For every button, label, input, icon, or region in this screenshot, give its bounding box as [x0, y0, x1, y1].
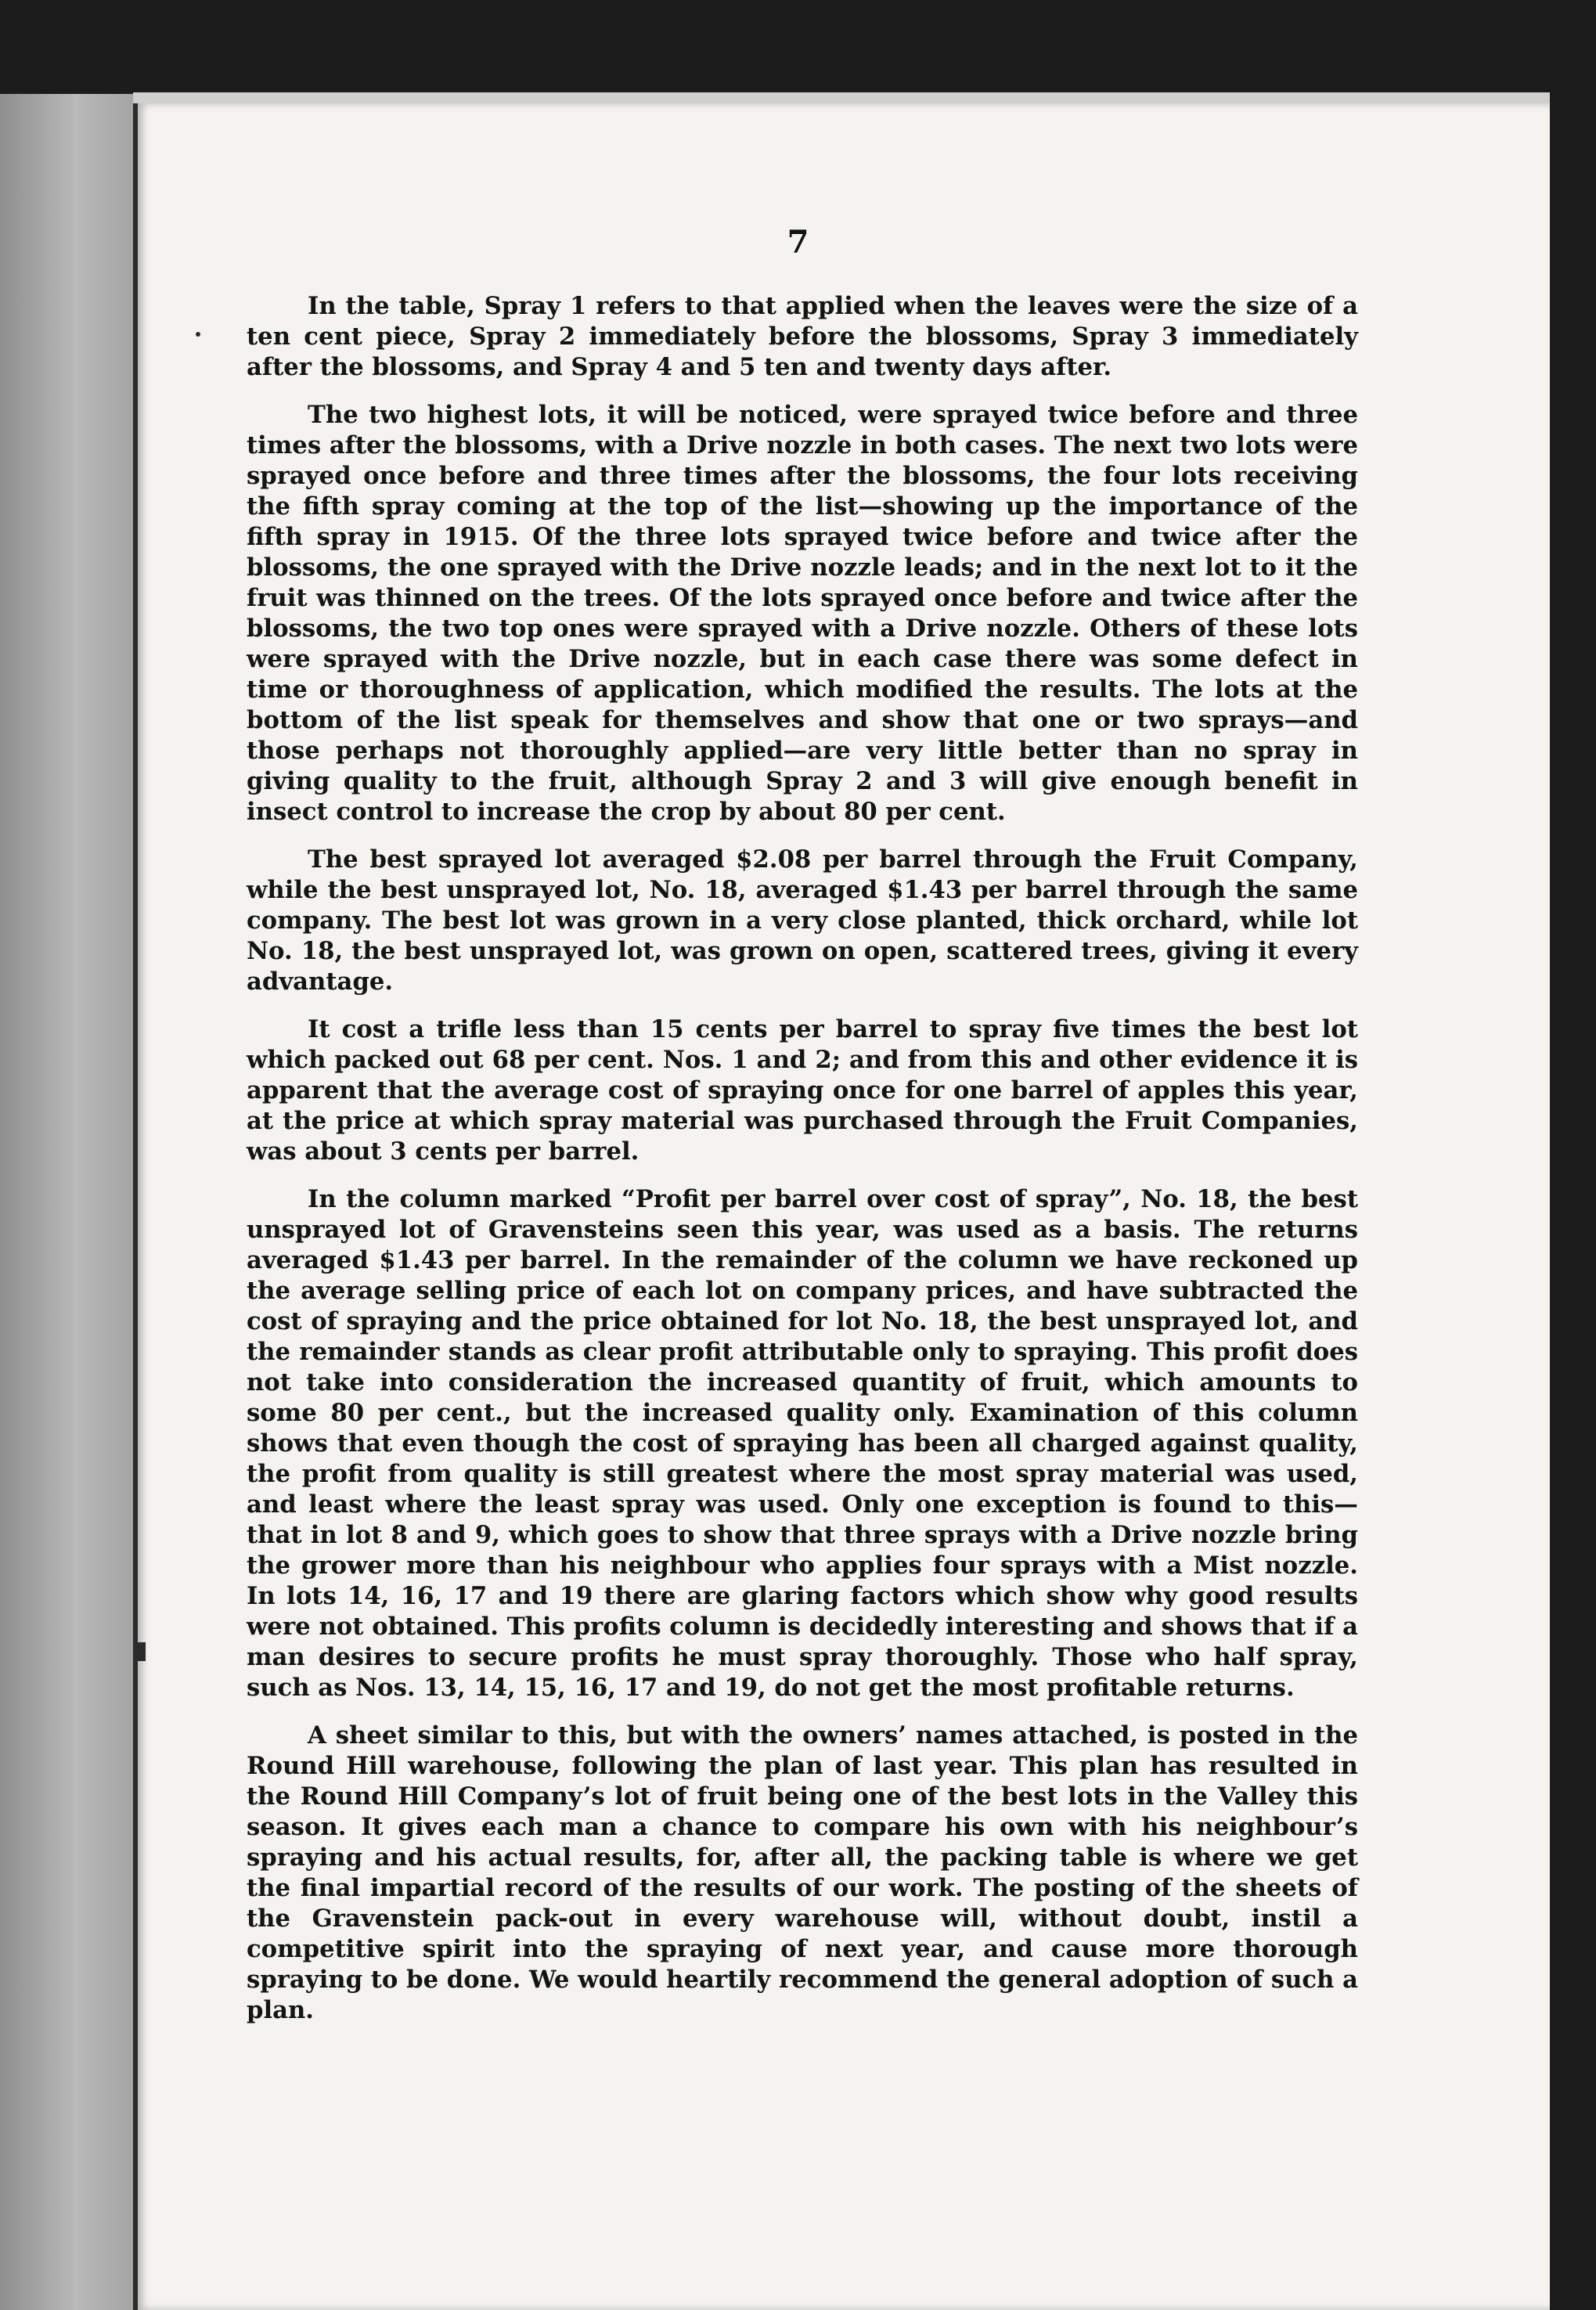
margin-mark	[196, 332, 200, 337]
paragraph: The best sprayed lot averaged $2.08 per barrel through the Fruit Company, while the best unsprayed lot, No. 18, averaged $1.43 per barrel through the same company. The best lot was grown in a very close planted, thick orchard, while lot No. 18, the best unsprayed lot, was grown on open, scattered trees, giving it every advantage.	[247, 845, 1358, 996]
body-text	[247, 291, 1358, 2043]
margin-mark	[138, 1642, 146, 1661]
previous-page-edge	[0, 94, 137, 2310]
paragraph: It cost a trifle less than 15 cents per barrel to spray five times the best lot which packed out 68 per cent. Nos. 1 and 2; and from this and other evidence it is apparent that the average cost of spraying once for one barrel of apples this year, at the price at which spray material was purchased through the Fruit Companies, was about 3 cents per barrel.	[247, 1015, 1358, 1166]
page-number: 7	[787, 224, 809, 261]
paragraph: In the table, Spray 1 refers to that applied when the leaves were the size of a ten cent piece, Spray 2 immediately before the blossoms, Spray 3 immediately after the blossoms, and Spray 4 and 5 ten and twenty days after.	[247, 292, 1358, 381]
paragraph: A sheet similar to this, but with the owners’ names attached, is posted in the Round Hill warehouse, following the plan of last year. This plan has resulted in the Round Hill Company’s lot of fruit being one of the best lots in the Valley this season. It gives each man a chance to compare his own with his neighbour’s spraying and his actual results, for, after all, the packing table is where we get the final impartial record of the results of our work. The posting of the sheets of the Gravenstein pack-out in every warehouse will, without doubt, instil a competitive spirit into the spraying of next year, and cause more thorough spraying to be done. We would heartily recommend the general adoption of such a plan.	[247, 1721, 1358, 2024]
paragraph: In the column marked “Profit per barrel over cost of spray”, No. 18, the best unsprayed lot of Gravensteins seen this year, was used as a basis. The returns averaged $1.43 per barrel. In the remainder of the column we have reckoned up the average selling price of each lot on company prices, and have subtracted the cost of spraying and the price obtained for lot No. 18, the best unsprayed lot, and the remainder stands as clear profit attributable only to spraying. This profit does not take into consideration the increased quantity of fruit, which amounts to some 80 per cent., but the increased quality only. Examination of this column shows that even though the cost of spraying has been all charged against quality, the profit from quality is still greatest where the most spray material was used, and least where the least spray was used. Only one exception is found to this—that in lot 8 and 9, which goes to show that three sprays with a Drive nozzle bring the grower more than his neighbour who applies four sprays with a Mist nozzle. In lots 14, 16, 17 and 19 there are glaring factors which show why good results were not obtained. This profits column is decidedly interesting and shows that if a man desires to secure profits he must spray thoroughly. Those who half spray, such as Nos. 13, 14, 15, 16, 17 and 19, do not get the most profitable returns.	[247, 1185, 1358, 1702]
paragraph: The two highest lots, it will be noticed, were sprayed twice before and three times after the blossoms, with a Drive nozzle in both cases. The next two lots were sprayed once before and three times after the blossoms, the four lots receiving the fifth spray coming at the top of the list—showing up the importance of the fifth spray in 1915. Of the three lots sprayed twice before and twice after the blossoms, the one sprayed with the Drive nozzle leads; and in the next lot to it the fruit was thinned on the trees. Of the lots sprayed once before and twice after the blossoms, the two top ones were sprayed with a Drive nozzle. Others of these lots were sprayed with the Drive nozzle, but in each case there was some defect in time or thoroughness of application, which modified the results. The lots at the bottom of the list speak for themselves and show that one or two sprays—and those perhaps not thoroughly applied—are very little better than no spray in giving quality to the fruit, although Spray 2 and 3 will give enough benefit in insect control to increase the crop by about 80 per cent.	[247, 401, 1358, 826]
